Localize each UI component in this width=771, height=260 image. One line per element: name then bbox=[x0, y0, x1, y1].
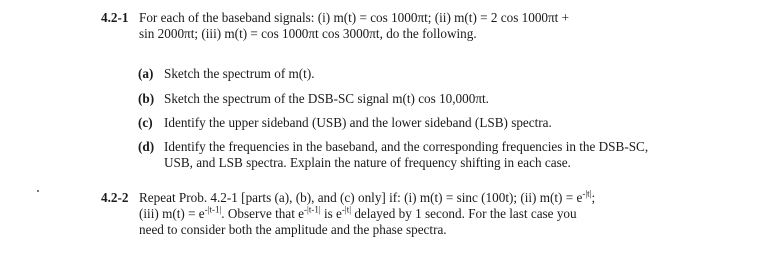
statement-line-2: (iii) $m(t) = e^{-|t-1|}$. Observe that $e^{-|t-1|}$ is $e^{-|t|}$ delayed by 1 second. For the last case you bbox=[139, 204, 577, 221]
part-d bbox=[138, 139, 718, 171]
part-text: Sketch the spectrum of m(t). bbox=[164, 66, 315, 81]
part-text-cont: USB, and LSB spectra. Explain the nature of frequency shifting in each case. bbox=[164, 155, 571, 170]
problem-statement bbox=[139, 10, 751, 42]
statement-line-3: need to consider both the amplitude and the phase spectra. bbox=[139, 222, 447, 237]
part-label: (a) bbox=[138, 66, 154, 81]
statement-line-1: Repeat Prob. 4.2-1 [parts (a), (b), and (c) only] if: (i) m(t) = sinc (100t); (ii) $m(t) = e^{-|t|}$; bbox=[139, 188, 596, 205]
part-text: Identify the frequencies in the baseband, and the corresponding frequencies in the DSB-SC, bbox=[164, 139, 649, 154]
stray-dot bbox=[37, 190, 39, 192]
part-c bbox=[138, 115, 718, 131]
part-text: Sketch the spectrum of the DSB-SC signal m(t) cos 10,000πt. bbox=[164, 91, 489, 106]
problem-statement bbox=[139, 190, 751, 238]
part-label: (c) bbox=[138, 115, 153, 130]
part-label: (d) bbox=[138, 139, 155, 154]
part-label: (b) bbox=[138, 91, 155, 106]
problem-number: 4.2-2 bbox=[101, 190, 129, 205]
statement-line-2: sin 2000πt; (iii) m(t) = cos 1000πt cos 3000πt, do the following. bbox=[139, 26, 477, 41]
part-text: Identify the upper sideband (USB) and the lower sideband (LSB) spectra. bbox=[164, 115, 552, 130]
problem-number: 4.2-1 bbox=[101, 10, 129, 25]
part-b bbox=[138, 91, 718, 107]
statement-line-1: For each of the baseband signals: (i) m(t) = cos 1000πt; (ii) m(t) = 2 cos 1000πt + bbox=[139, 10, 570, 25]
part-a bbox=[138, 66, 718, 82]
